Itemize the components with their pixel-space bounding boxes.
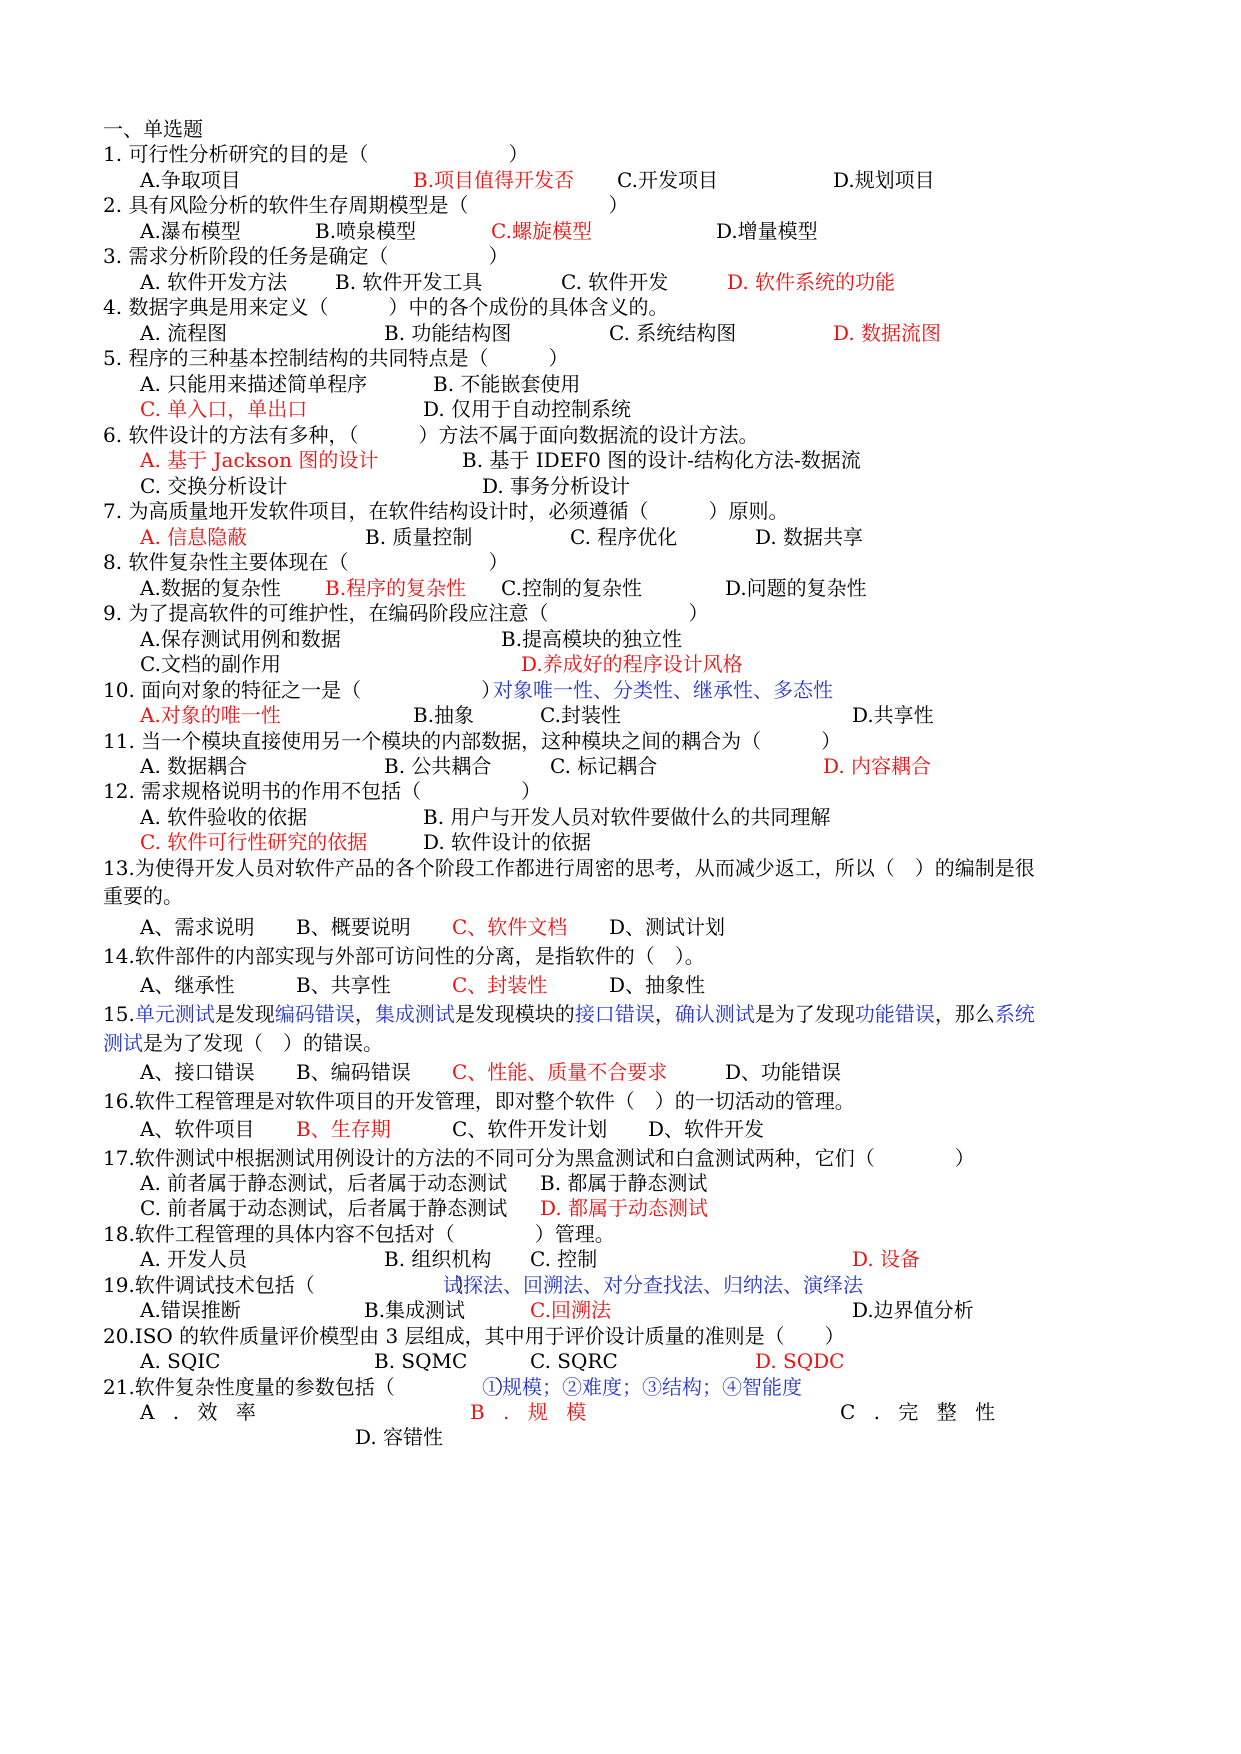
q12-option-c-answer: C. 软件可行性研究的依据 [140, 830, 368, 854]
q18-option-a: A. 开发人员 [140, 1247, 248, 1271]
q1-option-b-answer: B.项目值得开发否 [413, 168, 575, 192]
q1-option-c: C.开发项目 [617, 168, 718, 192]
q15-text: 是为了发现（ ）的错误。 [143, 1031, 383, 1055]
question-13-stem-line2: 重要的。 [103, 884, 183, 908]
q3-option-b: B. 软件开发工具 [335, 270, 483, 294]
q20-option-c: C. SQRC [530, 1349, 618, 1373]
q7-option-a-answer: A. 信息隐蔽 [140, 525, 248, 549]
q2-option-b: B.喷泉模型 [315, 219, 417, 243]
q9-option-d-answer: D.养成好的程序设计风格 [521, 652, 743, 676]
question-15-stem-line1 [103, 1001, 1035, 1027]
question-4-stem: 4. 数据字典是用来定义（ ）中的各个成份的具体含义的。 [103, 295, 669, 319]
q11-option-a: A. 数据耦合 [140, 754, 248, 778]
q15-term-function-error: 功能错误 [854, 1002, 935, 1026]
q15-text: 是发现模块的 [454, 1002, 575, 1026]
q17-option-d-answer: D. 都属于动态测试 [540, 1196, 709, 1220]
q7-option-b: B. 质量控制 [365, 525, 473, 549]
q15-text: ，那么 [934, 1002, 995, 1026]
q1-option-a: A.争取项目 [140, 168, 241, 192]
question-17-stem: 17.软件测试中根据测试用例设计的方法的不同可分为黑盒测试和白盒测试两种，它们（ ） [103, 1146, 975, 1170]
q5-option-d: D. 仅用于自动控制系统 [423, 397, 632, 421]
q6-option-b: B. 基于 IDEF0 图的设计-结构化方法-数据流 [462, 448, 861, 472]
question-5-stem: 5. 程序的三种基本控制结构的共同特点是（ ） [103, 346, 569, 370]
q14-option-a: A、继承性 [140, 973, 235, 997]
q2-option-c-answer: C.螺旋模型 [491, 219, 592, 243]
question-6-stem: 6. 软件设计的方法有多种，（ ）方法不属于面向数据流的设计方法。 [103, 423, 759, 447]
q15-option-c-answer: C、性能、质量不合要求 [452, 1060, 668, 1084]
q5-option-a: A. 只能用来描述简单程序 [140, 372, 368, 396]
q16-option-b-answer: B、生存期 [296, 1117, 391, 1141]
q9-option-a: A.保存测试用例和数据 [140, 627, 341, 651]
q6-option-d: D. 事务分析设计 [482, 474, 631, 498]
q6-option-c: C. 交换分析设计 [140, 474, 288, 498]
question-12-stem: 12. 需求规格说明书的作用不包括（ ） [103, 779, 542, 803]
question-11-stem: 11. 当一个模块直接使用另一个模块的内部数据，这种模块之间的耦合为（ ） [103, 729, 842, 753]
q4-option-b: B. 功能结构图 [384, 321, 512, 345]
question-13-stem-line1: 13.为使得开发人员对软件产品的各个阶段工作都进行周密的思考，从而减少返工，所以（ ）的编制是很 [103, 856, 1035, 880]
q19-option-d: D.边界值分析 [852, 1298, 974, 1322]
q21-option-c: C . 完 整 性 [840, 1400, 1002, 1424]
q3-option-c: C. 软件开发 [561, 270, 669, 294]
q13-option-a: A、需求说明 [140, 915, 255, 939]
question-21-stem: 21.软件复杂性度量的参数包括（ ） [103, 1375, 515, 1399]
q10-option-a-answer: A.对象的唯一性 [140, 703, 281, 727]
q19-hint: 试探法、回溯法、对分查找法、归纳法、演绎法 [443, 1273, 863, 1297]
q15-text: 是为了发现 [754, 1002, 855, 1026]
q8-option-c: C.控制的复杂性 [501, 576, 642, 600]
section-title: 一、单选题 [103, 117, 203, 141]
q18-option-d-answer: D. 设备 [852, 1247, 921, 1271]
q16-option-d: D、软件开发 [648, 1117, 765, 1141]
q2-option-a: A.瀑布模型 [140, 219, 241, 243]
q13-option-c-answer: C、软件文档 [452, 915, 568, 939]
question-8-stem: 8. 软件复杂性主要体现在（ ） [103, 550, 509, 574]
q21-hint: ①规模；②难度；③结构；④智能度 [482, 1375, 802, 1399]
q15-text: 是发现 [214, 1002, 275, 1026]
q15-term-unit-test: 单元测试 [134, 1002, 215, 1026]
q3-option-a: A. 软件开发方法 [140, 270, 288, 294]
q21-option-b-answer: B . 规 模 [470, 1400, 593, 1424]
question-14-stem: 14.软件部件的内部实现与外部可访问性的分离，是指软件的（ ）。 [103, 944, 705, 968]
q20-option-d-answer: D. SQDC [755, 1349, 845, 1373]
q11-option-b: B. 公共耦合 [384, 754, 492, 778]
q10-option-b: B.抽象 [413, 703, 475, 727]
q15-number: 15. [103, 1002, 135, 1026]
q15-term-system: 系统 [994, 1002, 1035, 1026]
q8-option-a: A.数据的复杂性 [140, 576, 281, 600]
question-16-stem: 16.软件工程管理是对软件项目的开发管理，即对整个软件（ ）的一切活动的管理。 [103, 1089, 855, 1113]
q9-option-b: B.提高模块的独立性 [501, 627, 683, 651]
q13-option-d: D、测试计划 [609, 915, 726, 939]
question-10-stem: 10. 面向对象的特征之一是（ ） [103, 678, 502, 702]
q5-option-c-answer: C. 单入口，单出口 [140, 397, 308, 421]
q17-option-a: A. 前者属于静态测试，后者属于动态测试 [140, 1171, 508, 1195]
q8-option-b-answer: B.程序的复杂性 [325, 576, 467, 600]
q15-term-integration-test: 集成测试 [374, 1002, 455, 1026]
q19-option-b: B.集成测试 [364, 1298, 466, 1322]
q20-option-a: A. SQIC [140, 1349, 221, 1373]
q15-term-coding-error: 编码错误 [274, 1002, 355, 1026]
q7-option-c: C. 程序优化 [570, 525, 678, 549]
q15-option-d: D、功能错误 [725, 1060, 842, 1084]
q10-option-d: D.共享性 [852, 703, 934, 727]
q15-option-b: B、编码错误 [296, 1060, 411, 1084]
q12-option-d: D. 软件设计的依据 [423, 830, 592, 854]
q1-option-d: D.规划项目 [833, 168, 935, 192]
q15-text: ， [654, 1002, 675, 1026]
q12-option-a: A. 软件验收的依据 [140, 805, 308, 829]
q7-option-d: D. 数据共享 [755, 525, 864, 549]
q16-option-a: A、软件项目 [140, 1117, 255, 1141]
q4-option-c: C. 系统结构图 [609, 321, 737, 345]
question-19-stem: 19.软件调试技术包括（ ） [103, 1273, 475, 1297]
question-1-stem: 1. 可行性分析研究的目的是（ ） [103, 142, 529, 166]
q20-option-b: B. SQMC [374, 1349, 468, 1373]
question-3-stem: 3. 需求分析阶段的任务是确定（ ） [103, 244, 509, 268]
question-18-stem: 18.软件工程管理的具体内容不包括对（ ）管理。 [103, 1222, 615, 1246]
q10-option-c: C.封装性 [540, 703, 621, 727]
q3-option-d-answer: D. 软件系统的功能 [727, 270, 896, 294]
q19-option-a: A.错误推断 [140, 1298, 241, 1322]
q11-option-c: C. 标记耦合 [550, 754, 658, 778]
q21-option-d: D. 容错性 [355, 1425, 444, 1449]
q18-option-c: C. 控制 [530, 1247, 598, 1271]
q15-option-a: A、接口错误 [140, 1060, 255, 1084]
q12-option-b: B. 用户与开发人员对软件要做什么的共同理解 [423, 805, 831, 829]
q14-option-c-answer: C、封装性 [452, 973, 548, 997]
q15-term-validation-test: 确认测试 [674, 1002, 755, 1026]
q5-option-b: B. 不能嵌套使用 [433, 372, 581, 396]
q15-text: ， [354, 1002, 375, 1026]
q11-option-d-answer: D. 内容耦合 [823, 754, 932, 778]
q15-term-test: 测试 [103, 1031, 143, 1055]
question-9-stem: 9. 为了提高软件的可维护性，在编码阶段应注意（ ） [103, 601, 709, 625]
q2-option-d: D.增量模型 [716, 219, 818, 243]
question-20-stem: 20.ISO 的软件质量评价模型由 3 层组成，其中用于评价设计质量的准则是（ ） [103, 1324, 845, 1348]
question-2-stem: 2. 具有风险分析的软件生存周期模型是（ ） [103, 193, 629, 217]
q16-option-c: C、软件开发计划 [452, 1117, 608, 1141]
q18-option-b: B. 组织机构 [384, 1247, 492, 1271]
q8-option-d: D.问题的复杂性 [725, 576, 867, 600]
q17-option-b: B. 都属于静态测试 [540, 1171, 708, 1195]
q15-term-interface-error: 接口错误 [574, 1002, 655, 1026]
q14-option-d: D、抽象性 [609, 973, 706, 997]
q4-option-a: A. 流程图 [140, 321, 228, 345]
q4-option-d-answer: D. 数据流图 [833, 321, 942, 345]
q10-hint: 对象唯一性、分类性、继承性、多态性 [493, 678, 833, 702]
q17-option-c: C. 前者属于动态测试，后者属于静态测试 [140, 1196, 508, 1220]
q21-option-a: A . 效 率 [140, 1400, 262, 1424]
question-15-stem-line2 [103, 1030, 383, 1056]
q9-option-c: C.文档的副作用 [140, 652, 281, 676]
q14-option-b: B、共享性 [296, 973, 391, 997]
q13-option-b: B、概要说明 [296, 915, 411, 939]
q19-option-c-answer: C.回溯法 [530, 1298, 611, 1322]
q6-option-a-answer: A. 基于 Jackson 图的设计 [140, 448, 379, 472]
question-7-stem: 7. 为高质量地开发软件项目，在软件结构设计时，必须遵循（ ）原则。 [103, 499, 789, 523]
